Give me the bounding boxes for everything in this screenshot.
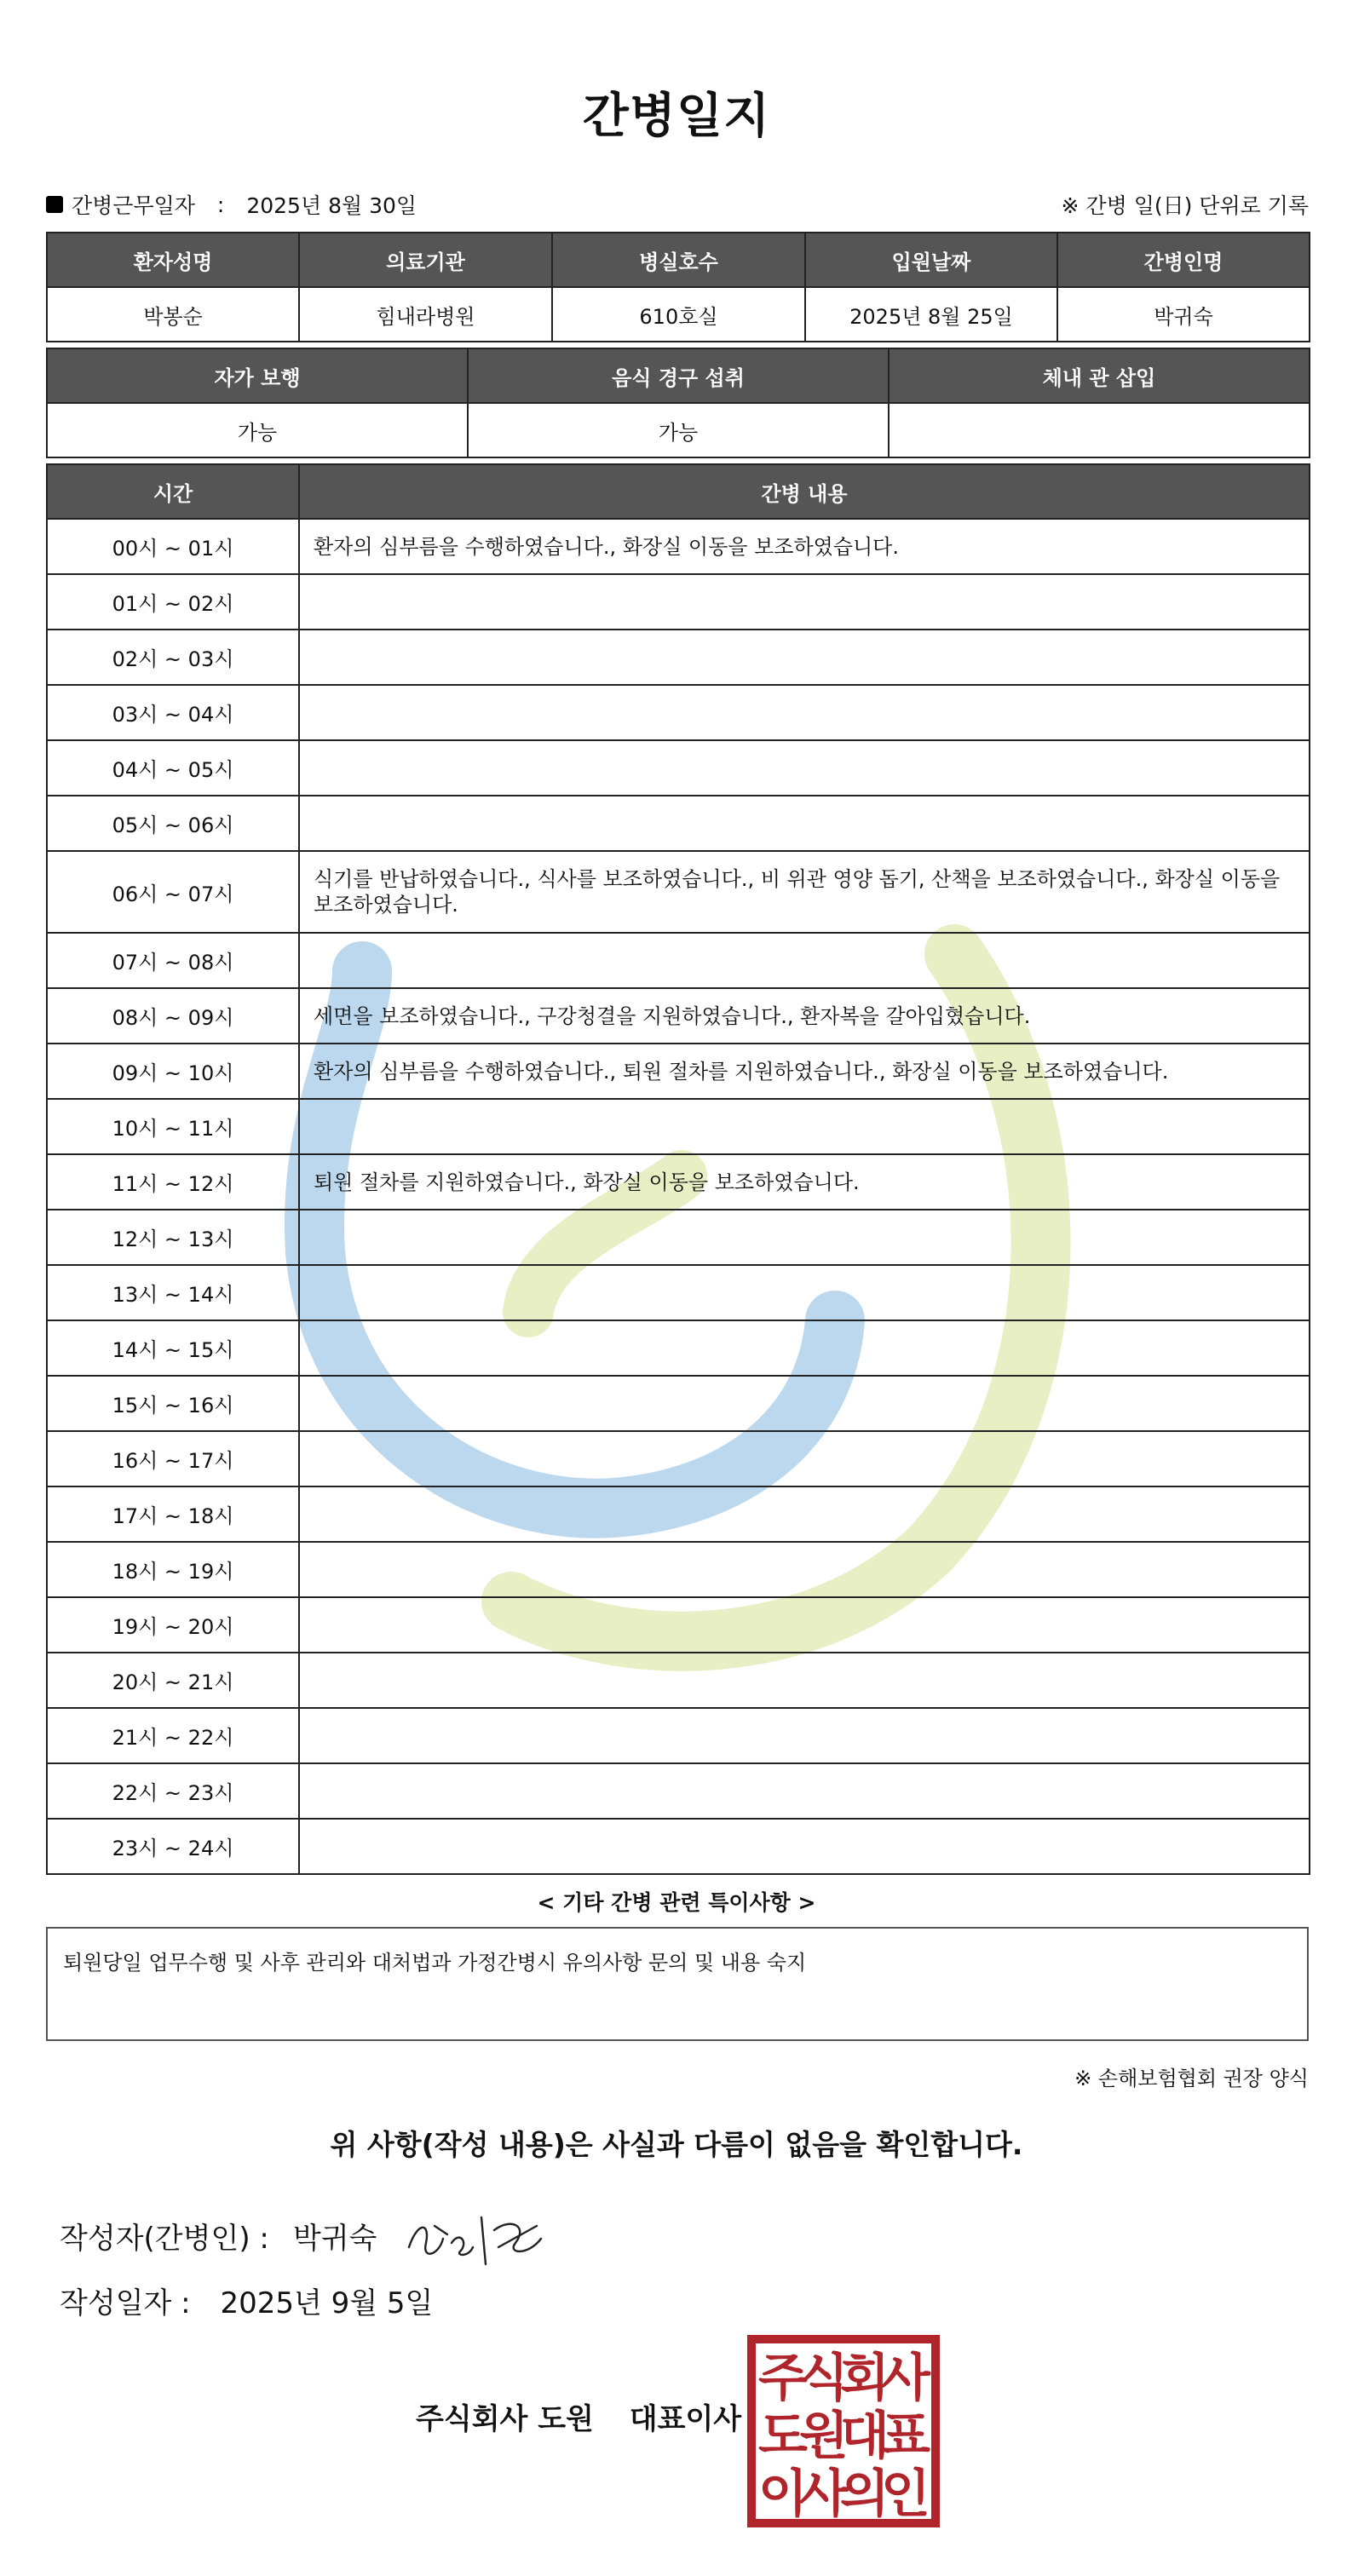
work-date-separator: : bbox=[216, 192, 225, 217]
care-content: 퇴원 절차를 지원하였습니다., 화장실 이동을 보조하였습니다. bbox=[299, 1154, 1310, 1210]
header-walking: 자가 보행 bbox=[47, 348, 468, 403]
time-slot: 13시 ~ 14시 bbox=[47, 1265, 299, 1320]
company-representative: 대표이사 bbox=[629, 2402, 742, 2436]
table-row bbox=[47, 1597, 1310, 1653]
patient-info-table bbox=[46, 232, 1310, 342]
time-slot: 18시 ~ 19시 bbox=[47, 1542, 299, 1597]
header-care-content: 간병 내용 bbox=[299, 464, 1310, 519]
header-tube-insertion: 체내 관 삽입 bbox=[889, 348, 1310, 403]
header-room: 병실호수 bbox=[552, 233, 805, 287]
care-log-header-row bbox=[47, 464, 1310, 519]
record-unit-note: ※ 간병 일(日) 단위로 기록 bbox=[1061, 193, 1309, 218]
care-content bbox=[299, 1431, 1310, 1486]
company-line bbox=[416, 2395, 741, 2437]
care-content: 식기를 반납하였습니다., 식사를 보조하였습니다., 비 위관 영양 돕기, 산책을 보조하였습니다., 화장실 이동을 보조하였습니다. bbox=[299, 851, 1310, 933]
care-content bbox=[299, 740, 1310, 796]
table-row bbox=[47, 1044, 1310, 1099]
time-slot: 09시 ~ 10시 bbox=[47, 1044, 299, 1099]
table-row bbox=[47, 519, 1310, 574]
time-slot: 23시 ~ 24시 bbox=[47, 1819, 299, 1874]
time-slot: 12시 ~ 13시 bbox=[47, 1210, 299, 1265]
care-content bbox=[299, 1265, 1310, 1320]
table-row bbox=[47, 1099, 1310, 1154]
care-content bbox=[299, 1320, 1310, 1376]
svg-text:표: 표 bbox=[881, 2406, 930, 2466]
svg-text:주: 주 bbox=[758, 2349, 808, 2408]
table-row bbox=[47, 1210, 1310, 1265]
time-slot: 01시 ~ 02시 bbox=[47, 574, 299, 630]
svg-text:사: 사 bbox=[799, 2464, 849, 2524]
patient-status-table bbox=[46, 348, 1310, 458]
header-patient-name: 환자성명 bbox=[47, 233, 299, 287]
header-oral-intake: 음식 경구 섭취 bbox=[468, 348, 889, 403]
care-content bbox=[299, 1597, 1310, 1653]
written-date-value: 2025년 9월 5일 bbox=[220, 2286, 434, 2320]
time-slot: 11시 ~ 12시 bbox=[47, 1154, 299, 1210]
time-slot: 22시 ~ 23시 bbox=[47, 1763, 299, 1819]
svg-text:대: 대 bbox=[840, 2406, 890, 2466]
care-content bbox=[299, 1542, 1310, 1597]
care-content bbox=[299, 1708, 1310, 1763]
care-content bbox=[299, 685, 1310, 740]
care-log-body bbox=[47, 519, 1310, 1874]
care-content bbox=[299, 1376, 1310, 1431]
table-row bbox=[47, 1320, 1310, 1376]
company-name: 주식회사 도원 bbox=[416, 2402, 594, 2436]
header-caregiver-name: 간병인명 bbox=[1057, 233, 1310, 287]
written-date-line bbox=[60, 2280, 433, 2321]
time-slot: 03시 ~ 04시 bbox=[47, 685, 299, 740]
care-content: 환자의 심부름을 수행하였습니다., 퇴원 절차를 지원하였습니다., 화장실 이동을 보조하였습니다. bbox=[299, 1044, 1310, 1099]
bullet-square-icon bbox=[46, 196, 63, 213]
svg-text:도: 도 bbox=[758, 2406, 808, 2466]
table-row bbox=[47, 796, 1310, 851]
time-slot: 15시 ~ 16시 bbox=[47, 1376, 299, 1431]
patient-info-header-row bbox=[47, 233, 1310, 287]
care-content bbox=[299, 630, 1310, 685]
care-content bbox=[299, 1763, 1310, 1819]
care-content bbox=[299, 1486, 1310, 1542]
tube-insertion-status bbox=[889, 403, 1310, 457]
writer-name: 박귀숙 bbox=[292, 2222, 377, 2256]
table-row bbox=[47, 1376, 1310, 1431]
table-row bbox=[47, 740, 1310, 796]
admission-date: 2025년 8월 25일 bbox=[805, 287, 1057, 342]
care-content: 환자의 심부름을 수행하였습니다., 화장실 이동을 보조하였습니다. bbox=[299, 519, 1310, 574]
care-content: 세면을 보조하였습니다., 구강청결을 지원하였습니다., 환자복을 갈아입혔습니다. bbox=[299, 988, 1310, 1044]
table-row bbox=[47, 1819, 1310, 1874]
work-date bbox=[46, 189, 417, 220]
care-content bbox=[299, 933, 1310, 988]
table-row bbox=[47, 1708, 1310, 1763]
time-slot: 21시 ~ 22시 bbox=[47, 1708, 299, 1763]
patient-info-value-row bbox=[47, 287, 1310, 342]
table-row bbox=[47, 1653, 1310, 1708]
time-slot: 02시 ~ 03시 bbox=[47, 630, 299, 685]
time-slot: 17시 ~ 18시 bbox=[47, 1486, 299, 1542]
svg-text:식: 식 bbox=[799, 2349, 849, 2408]
confirmation-statement: 위 사항(작성 내용)은 사실과 다름이 없음을 확인합니다. bbox=[330, 2128, 1023, 2161]
time-slot: 04시 ~ 05시 bbox=[47, 740, 299, 796]
care-content bbox=[299, 796, 1310, 851]
room-number: 610호실 bbox=[552, 287, 805, 342]
notes-text: 퇴원당일 업무수행 및 사후 관리와 대처법과 가정간병시 유의사항 문의 및 내용 숙지 bbox=[63, 1951, 807, 1975]
svg-text:회: 회 bbox=[840, 2349, 890, 2408]
header-time: 시간 bbox=[47, 464, 299, 519]
writer-line bbox=[60, 2215, 377, 2257]
table-row bbox=[47, 685, 1310, 740]
form-source-note: ※ 손해보험협회 권장 양식 bbox=[1074, 2067, 1309, 2090]
table-row bbox=[47, 574, 1310, 630]
company-seal-stamp bbox=[746, 2334, 941, 2528]
written-date-label: 작성일자 : bbox=[60, 2286, 191, 2320]
patient-name: 박봉순 bbox=[47, 287, 299, 342]
header-admission-date: 입원날짜 bbox=[805, 233, 1057, 287]
time-slot: 10시 ~ 11시 bbox=[47, 1099, 299, 1154]
writer-label: 작성자(간병인) : bbox=[60, 2222, 269, 2256]
table-row bbox=[47, 1486, 1310, 1542]
work-date-label: 간병근무일자 bbox=[72, 193, 195, 218]
svg-text:의: 의 bbox=[840, 2464, 890, 2524]
time-slot: 05시 ~ 06시 bbox=[47, 796, 299, 851]
signature-image bbox=[400, 2196, 554, 2273]
care-log-table bbox=[46, 463, 1310, 1875]
svg-text:이: 이 bbox=[758, 2464, 808, 2524]
notes-title: < 기타 간병 관련 특이사항 > bbox=[537, 1890, 816, 1915]
time-slot: 08시 ~ 09시 bbox=[47, 988, 299, 1044]
table-row bbox=[47, 933, 1310, 988]
status-header-row bbox=[47, 348, 1310, 403]
table-row bbox=[47, 1542, 1310, 1597]
caregiver-name: 박귀숙 bbox=[1057, 287, 1310, 342]
oral-intake-status: 가능 bbox=[468, 403, 889, 457]
care-content bbox=[299, 1210, 1310, 1265]
walking-status: 가능 bbox=[47, 403, 468, 457]
time-slot: 16시 ~ 17시 bbox=[47, 1431, 299, 1486]
hospital-name: 힘내라병원 bbox=[299, 287, 552, 342]
time-slot: 06시 ~ 07시 bbox=[47, 851, 299, 933]
table-row bbox=[47, 1154, 1310, 1210]
header-hospital: 의료기관 bbox=[299, 233, 552, 287]
status-value-row bbox=[47, 403, 1310, 457]
table-row bbox=[47, 630, 1310, 685]
svg-text:원: 원 bbox=[799, 2406, 849, 2466]
table-row bbox=[47, 1431, 1310, 1486]
svg-text:사: 사 bbox=[881, 2349, 930, 2408]
care-content bbox=[299, 1819, 1310, 1874]
table-row bbox=[47, 1763, 1310, 1819]
time-slot: 07시 ~ 08시 bbox=[47, 933, 299, 988]
svg-text:인: 인 bbox=[881, 2464, 930, 2524]
work-date-value: 2025년 8월 30일 bbox=[246, 193, 417, 218]
notes-box bbox=[46, 1927, 1309, 2041]
document-title: 간병일지 bbox=[582, 89, 771, 144]
time-slot: 14시 ~ 15시 bbox=[47, 1320, 299, 1376]
table-row bbox=[47, 851, 1310, 933]
care-content bbox=[299, 1099, 1310, 1154]
meta-row bbox=[46, 189, 1309, 220]
care-content bbox=[299, 574, 1310, 630]
table-row bbox=[47, 988, 1310, 1044]
time-slot: 19시 ~ 20시 bbox=[47, 1597, 299, 1653]
table-row bbox=[47, 1265, 1310, 1320]
care-content bbox=[299, 1653, 1310, 1708]
time-slot: 00시 ~ 01시 bbox=[47, 519, 299, 574]
time-slot: 20시 ~ 21시 bbox=[47, 1653, 299, 1708]
